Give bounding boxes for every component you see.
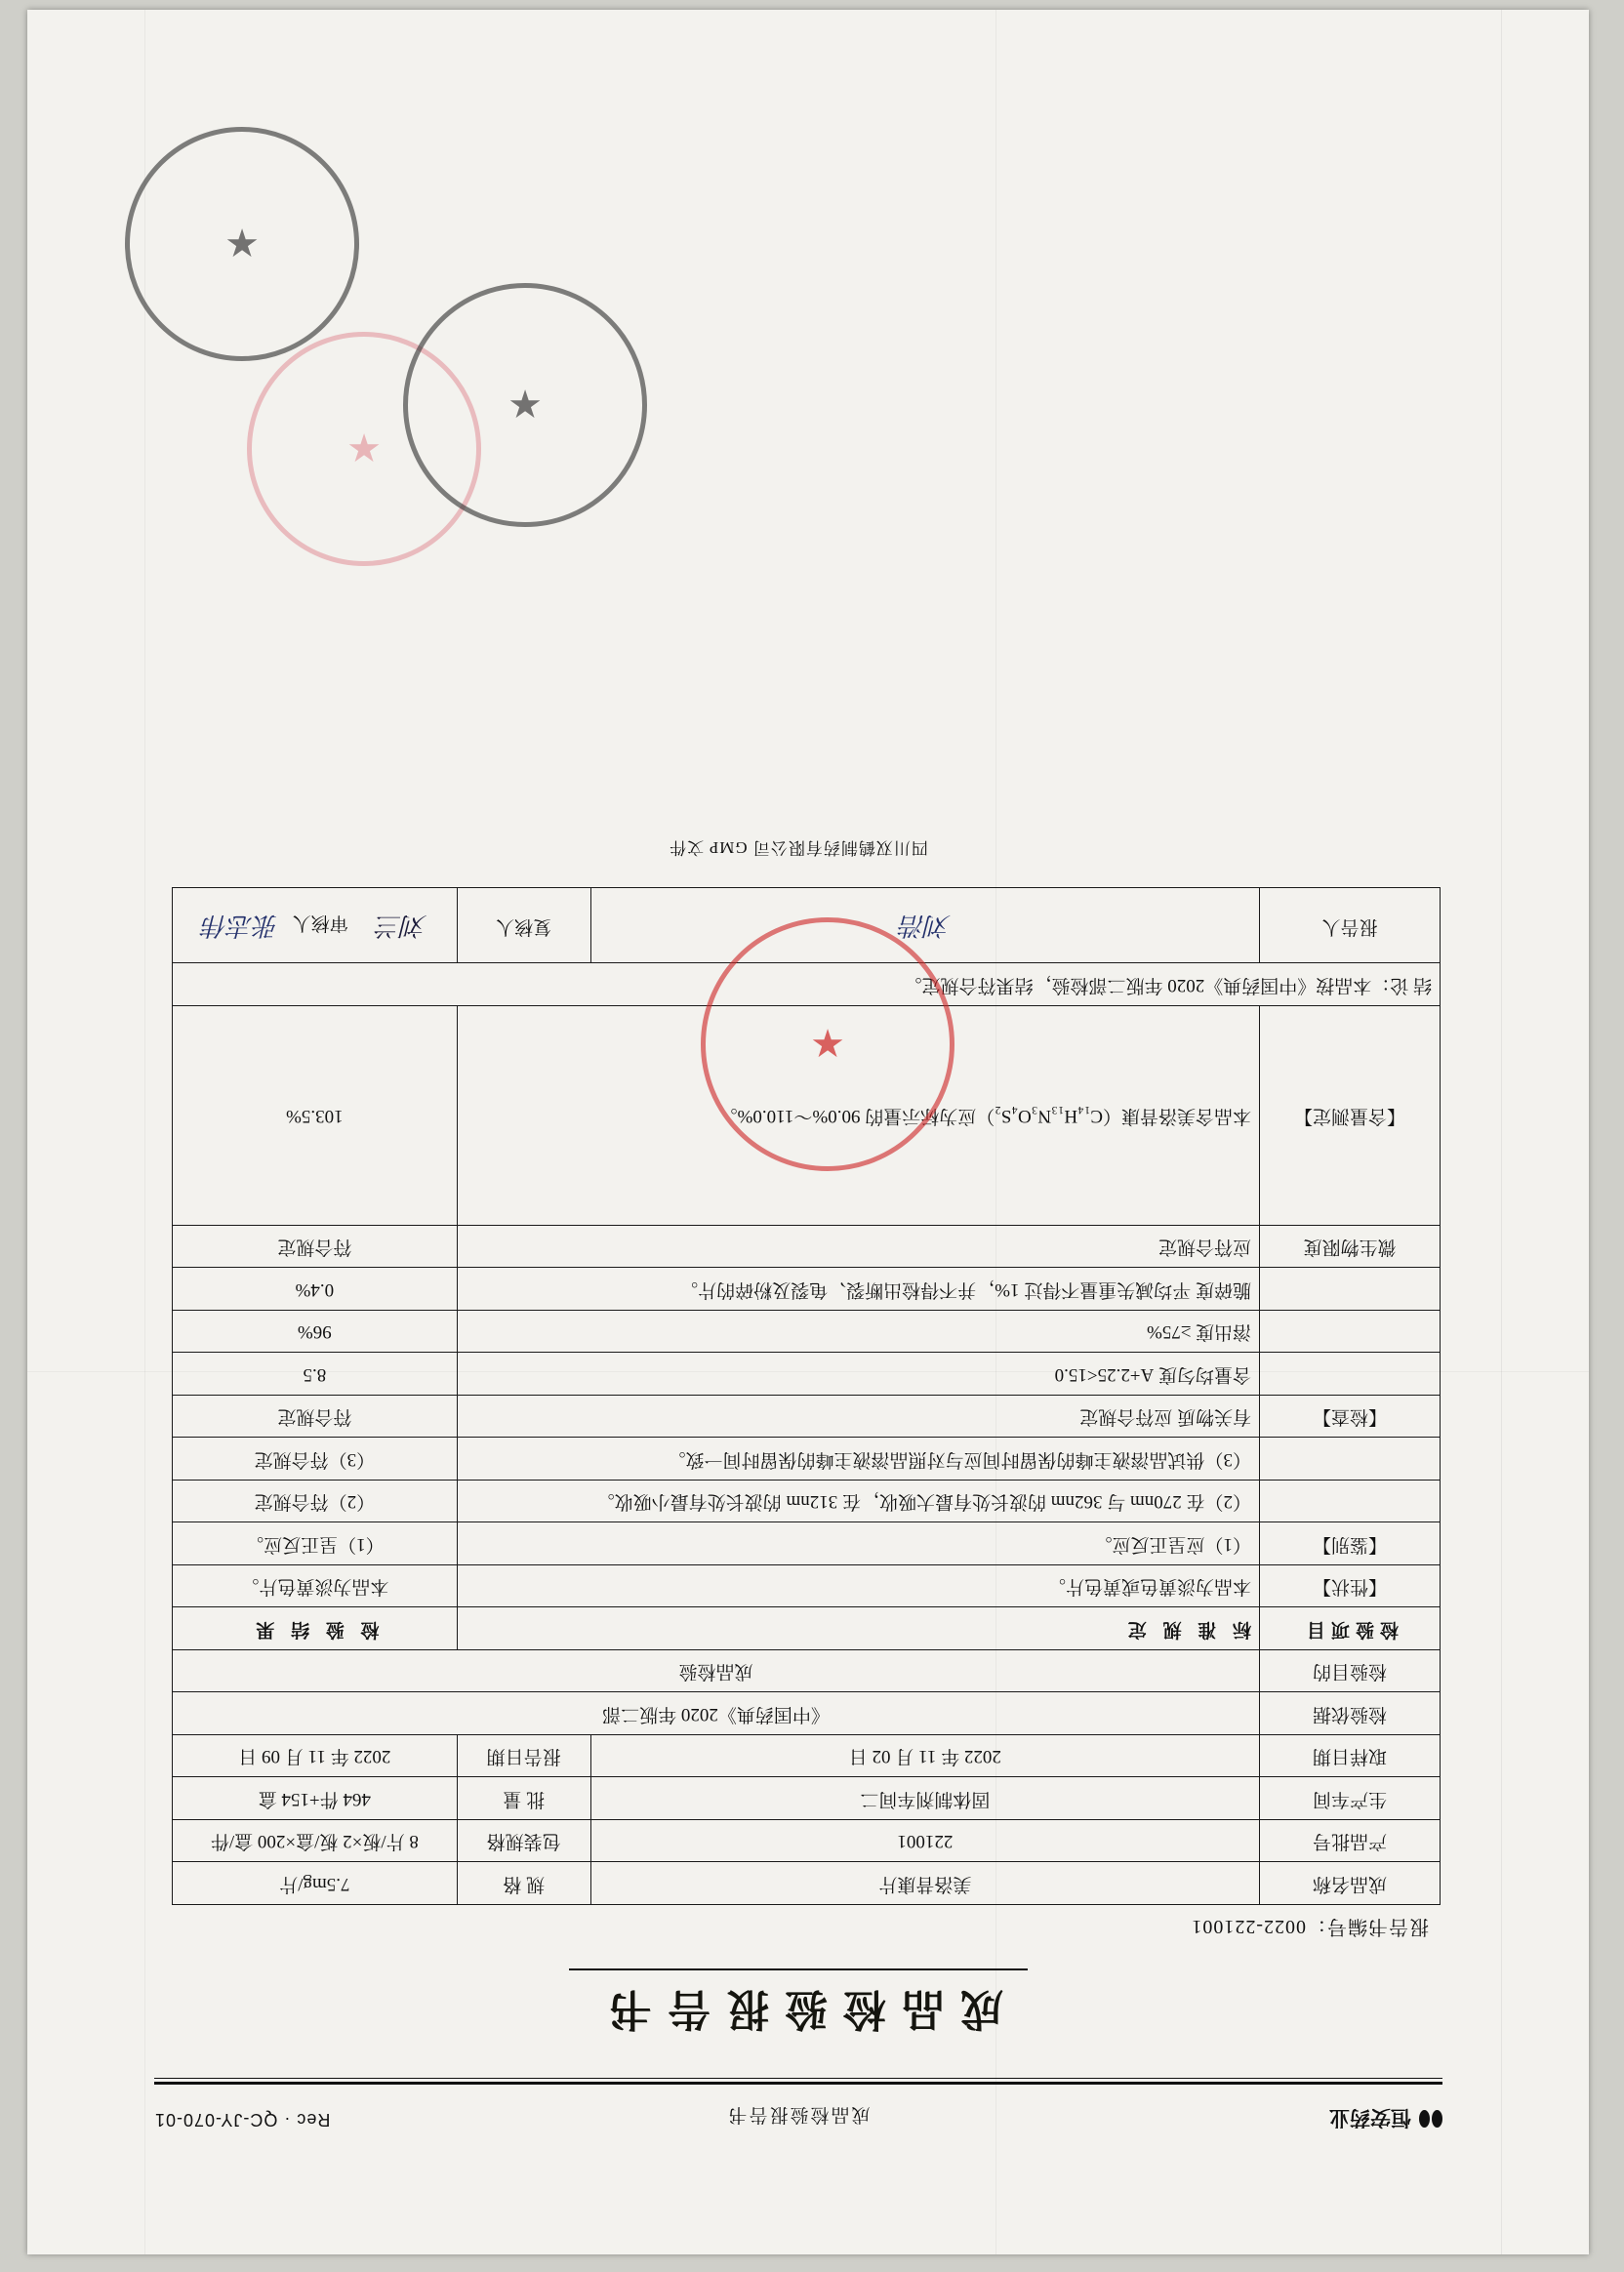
row-result: 0.4%	[173, 1268, 458, 1311]
inspector-signature: 刘浩	[590, 888, 1259, 963]
batch-no-value: 221001	[590, 1820, 1259, 1863]
row-standard: （3）供试品溶液主峰的保留时间应与对照品溶液主峰的保留时间一致。	[457, 1438, 1259, 1481]
row-standard: 应符合规定	[457, 1226, 1259, 1269]
row-result: 8.5	[173, 1353, 458, 1396]
row-standard: 含量均匀度 A+2.25<15.0	[457, 1353, 1259, 1396]
quantity-value: 464 件+154 盒	[173, 1777, 458, 1820]
row-item	[1260, 1353, 1441, 1396]
table-row	[173, 1650, 1441, 1693]
table-row	[173, 1396, 1441, 1439]
row-standard: 本品为淡黄色或黄色片。	[457, 1565, 1259, 1608]
row-item: 【含量测定】	[1260, 1006, 1441, 1226]
row-standard: 脆碎度 平均减失重量不得过 1%，并不得检出断裂、龟裂及粉碎的片。	[457, 1268, 1259, 1311]
spec-value: 7.5mg/片	[173, 1862, 458, 1905]
conclusion-text: 本品按《中国药典》2020 年版二部检验，结果符合规定。	[903, 975, 1372, 995]
reviewer-label: 复核人	[457, 888, 590, 963]
workshop-label: 生产车间	[1260, 1777, 1441, 1820]
reviewer-signature-cell	[173, 888, 458, 963]
row-standard: 有关物质 应符合规定	[457, 1396, 1259, 1439]
basis-value: 《中国药典》2020 年版二部	[173, 1692, 1260, 1735]
col-standard-header: 标 准 规 定	[457, 1607, 1259, 1650]
table-row	[173, 1777, 1441, 1820]
package-label: 包装规格	[457, 1820, 590, 1863]
conclusion-row	[173, 963, 1441, 1006]
row-item	[1260, 1481, 1441, 1523]
row-result: 符合规定	[173, 1226, 458, 1269]
report-date-value: 2022 年 11 月 09 日	[173, 1735, 458, 1778]
package-value: 8 片/板×2 板/盒×200 盒/件	[173, 1820, 458, 1863]
product-name-label: 成品名称	[1260, 1862, 1441, 1905]
report-number-value: 0022-221001	[1191, 1916, 1306, 1937]
inspector-label: 报告人	[1260, 888, 1441, 963]
purpose-value: 成品检验	[173, 1650, 1260, 1693]
row-result: （3）符合规定	[173, 1438, 458, 1481]
page-title: 成品检验报告书	[593, 1985, 1003, 2033]
table-row	[173, 1522, 1441, 1565]
table-row	[173, 1692, 1441, 1735]
row-standard: （2）在 270nm 与 362nm 的波长处有最大吸收，在 312nm 的波长处有最小吸收。	[457, 1481, 1259, 1523]
table-row	[173, 1735, 1441, 1778]
report-number-line	[154, 1915, 1429, 1943]
basis-label: 检验依据	[1260, 1692, 1441, 1735]
row-result: （2）符合规定	[173, 1481, 458, 1523]
report-date-label: 报告日期	[457, 1735, 590, 1778]
row-result: 96%	[173, 1311, 458, 1354]
row-item	[1260, 1438, 1441, 1481]
row-item: 【性状】	[1260, 1565, 1441, 1608]
approver-signature: 张志伟	[202, 912, 279, 940]
star-icon: ★	[508, 383, 543, 426]
star-icon: ★	[224, 222, 260, 265]
spec-label: 规 格	[457, 1862, 590, 1905]
col-result-header: 检 验 结 果	[173, 1607, 458, 1650]
conclusion-label: 结 论：	[1371, 975, 1432, 995]
table-row	[173, 1268, 1441, 1311]
document-body	[27, 10, 1589, 2254]
row-standard: 溶出度 ≥75%	[457, 1311, 1259, 1354]
sampling-date-value: 2022 年 11 月 02 日	[590, 1735, 1259, 1778]
scanned-page	[27, 10, 1589, 2254]
row-item: 微生物限度	[1260, 1226, 1441, 1269]
row-result: 本品为淡黄色片。	[173, 1565, 458, 1608]
row-result: 符合规定	[173, 1396, 458, 1439]
col-item-header: 检验项目	[1260, 1607, 1441, 1650]
table-row	[173, 1438, 1441, 1481]
row-standard: 本品含美洛昔康（C₁₄H₁₃N₃O₄S₂）应为标示量的 90.0%～110.0%。	[457, 1006, 1259, 1226]
table-row	[173, 1006, 1441, 1226]
table-row	[173, 1862, 1441, 1905]
batch-no-label: 产品批号	[1260, 1820, 1441, 1863]
product-name-value: 美洛昔康片	[590, 1862, 1259, 1905]
row-item	[1260, 1311, 1441, 1354]
reviewer-signature: 刘兰	[376, 912, 427, 940]
sampling-date-label: 取样日期	[1260, 1735, 1441, 1778]
purpose-label: 检验目的	[1260, 1650, 1441, 1693]
report-table	[172, 888, 1441, 1906]
title-underline	[569, 1968, 1028, 1970]
table-row	[173, 1226, 1441, 1269]
table-row	[173, 1820, 1441, 1863]
running-header	[154, 2087, 1442, 2137]
star-icon: ★	[346, 426, 382, 470]
row-item: 【鉴别】	[1260, 1522, 1441, 1565]
signature-row	[173, 888, 1441, 963]
table-row	[173, 1565, 1441, 1608]
row-item	[1260, 1268, 1441, 1311]
brand-name: 恒安药业	[1329, 2106, 1411, 2129]
record-code: Rec · QC-JY-070-01	[154, 2110, 331, 2130]
approver-label: 审核人	[292, 913, 348, 933]
quantity-label: 批 量	[457, 1777, 590, 1820]
row-item: 【检查】	[1260, 1396, 1441, 1439]
table-column-headers	[173, 1607, 1441, 1650]
header-center-title: 成品检验报告书	[726, 2104, 871, 2125]
report-number-label: 报告书编号：	[1306, 1916, 1429, 1937]
header-rule-thin	[154, 2078, 1442, 2079]
workshop-value: 固体制剂车间二	[590, 1777, 1259, 1820]
header-rule	[154, 2082, 1442, 2085]
table-row	[173, 1353, 1441, 1396]
star-icon: ★	[810, 1022, 845, 1066]
footer-note: 四川双鹤制药有限公司 GMP 文件	[669, 838, 928, 858]
table-row	[173, 1311, 1441, 1354]
row-result: （1）呈正反应。	[173, 1522, 458, 1565]
conclusion-cell	[173, 963, 1441, 1006]
row-result: 103.5%	[173, 1006, 458, 1226]
table-row	[173, 1481, 1441, 1523]
row-standard: （1）应呈正反应。	[457, 1522, 1259, 1565]
